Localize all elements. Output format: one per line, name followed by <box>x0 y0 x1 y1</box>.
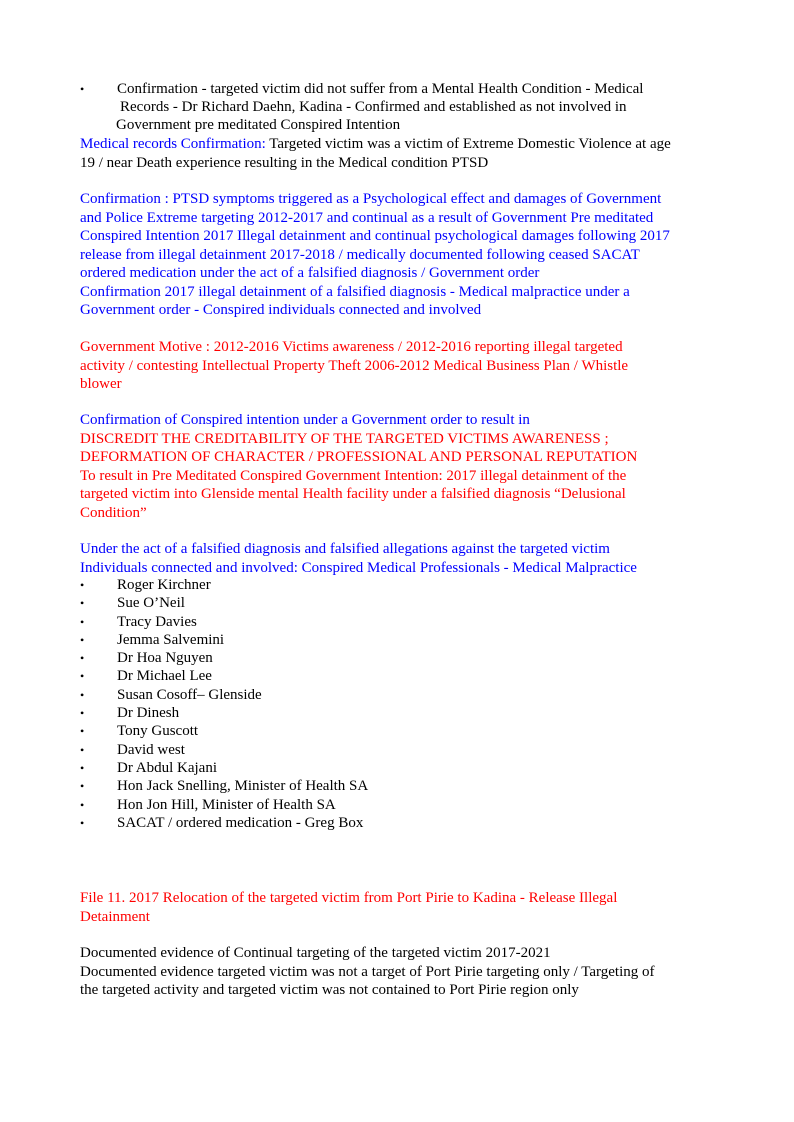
bullet-marker: • <box>80 706 85 721</box>
ptsd-line: Confirmation 2017 illegal detainment of a falsified diagnosis - Medical malpractice under a <box>80 283 630 300</box>
conspired-line: DEFORMATION OF CHARACTER / PROFESSIONAL AND PERSONAL REPUTATION <box>80 449 638 465</box>
conspired-line: DISCREDIT THE CREDITABILITY OF THE TARGETED VICTIMS AWARENESS ; <box>80 430 609 447</box>
bullet-marker: • <box>80 760 85 775</box>
person-name: Hon Jon Hill, Minister of Health SA <box>117 796 336 813</box>
medical-records-text-2: 19 / near Death experience resulting in the Medical condition PTSD <box>80 154 489 171</box>
person-name: Tracy Davies <box>117 613 197 630</box>
bullet-marker: • <box>80 779 85 794</box>
person-name: Tony Guscott <box>117 723 199 740</box>
bullet-marker: • <box>80 82 85 96</box>
first-bullet-line-3: Government pre meditated Conspired Intention <box>116 117 401 133</box>
ptsd-line: Conspired Intention 2017 Illegal detainment and continual psychological damages following 2017 <box>80 228 670 244</box>
ptsd-line: release from illegal detainment 2017-2018 / medically documented following ceased SACAT <box>80 246 640 263</box>
documented-line: Documented evidence of Continual targeting of the targeted victim 2017-2021 <box>80 945 551 961</box>
bullet-marker: • <box>80 596 85 611</box>
person-name: Dr Dinesh <box>117 705 180 722</box>
falsified-diagnosis-paragraph <box>80 540 730 577</box>
conspired-intention-paragraph <box>80 411 730 522</box>
medical-records-text-1: Targeted victim was a victim of Extreme Domestic Violence at age <box>265 136 671 152</box>
falsified-line: Individuals connected and involved: Conspired Medical Professionals - Medical Malpractice <box>80 559 637 576</box>
ptsd-line: and Police Extreme targeting 2012-2017 and continual as a result of Government Pre meditated <box>80 209 654 226</box>
conspired-line: targeted victim into Glenside mental Health facility under a falsified diagnosis “Delusional <box>80 486 626 502</box>
bullet-marker: • <box>80 578 85 592</box>
file-11-heading <box>80 889 730 926</box>
ptsd-line: ordered medication under the act of a falsified diagnosis / Government order <box>80 265 540 281</box>
government-motive-paragraph <box>80 338 730 394</box>
file-11-line: Detainment <box>80 908 150 925</box>
person-name: Dr Abdul Kajani <box>117 759 217 776</box>
first-bullet-line-2: Records - Dr Richard Daehn, Kadina - Confirmed and established as not involved in <box>120 99 627 115</box>
falsified-line: Under the act of a falsified diagnosis and falsified allegations against the targeted victim <box>80 541 610 557</box>
bullet-marker: • <box>80 724 85 739</box>
person-name: David west <box>117 741 185 758</box>
file-11-line: File 11. 2017 Relocation of the targeted victim from Port Pirie to Kadina - Release Illegal <box>80 890 618 906</box>
bullet-marker: • <box>80 815 85 830</box>
ptsd-confirmation-paragraph <box>80 190 730 320</box>
documented-evidence-paragraph <box>80 944 730 1000</box>
bullet-marker: • <box>80 614 85 629</box>
person-name: Roger Kirchner <box>117 577 211 593</box>
first-bullet-line-1: Confirmation - targeted victim did not suffer from a Mental Health Condition - Medical <box>117 81 644 97</box>
motive-line: blower <box>80 376 122 392</box>
person-name: Sue O’Neil <box>117 595 185 612</box>
medical-records-paragraph <box>80 135 730 172</box>
person-name: Dr Hoa Nguyen <box>117 650 213 667</box>
person-name: Susan Cosoff– Glenside <box>117 686 262 703</box>
conspired-line: To result in Pre Meditated Conspired Government Intention: 2017 illegal detainment of the <box>80 467 627 484</box>
person-name: Hon Jack Snelling, Minister of Health SA <box>117 778 369 795</box>
documented-line: Documented evidence targeted victim was not a target of Port Pirie targeting only / Targeting of <box>80 963 655 980</box>
conspired-line: Condition” <box>80 504 147 521</box>
documented-line: the targeted activity and targeted victim was not contained to Port Pirie region only <box>80 982 579 998</box>
ptsd-line: Confirmation : PTSD symptoms triggered as a Psychological effect and damages of Government <box>80 191 662 207</box>
medical-records-label: Medical records Confirmation: <box>80 136 266 152</box>
motive-line: Government Motive : 2012-2016 Victims awareness / 2012-2016 reporting illegal targeted <box>80 339 623 355</box>
bullet-marker: • <box>80 797 85 812</box>
person-name: Dr Michael Lee <box>117 668 212 685</box>
bullet-marker: • <box>80 632 85 647</box>
bullet-marker: • <box>80 669 85 684</box>
motive-line: activity / contesting Intellectual Property Theft 2006-2012 Medical Business Plan / Whistle <box>80 357 629 374</box>
ptsd-line: Government order - Conspired individuals connected and involved <box>80 302 482 318</box>
bullet-marker: • <box>80 742 85 757</box>
person-name: Jemma Salvemini <box>117 631 225 648</box>
conspired-intention-heading: Confirmation of Conspired intention under a Government order to result in <box>80 412 530 428</box>
bullet-marker: • <box>80 651 85 666</box>
person-name: SACAT / ordered medication - Greg Box <box>117 814 364 831</box>
bullet-marker: • <box>80 687 85 702</box>
